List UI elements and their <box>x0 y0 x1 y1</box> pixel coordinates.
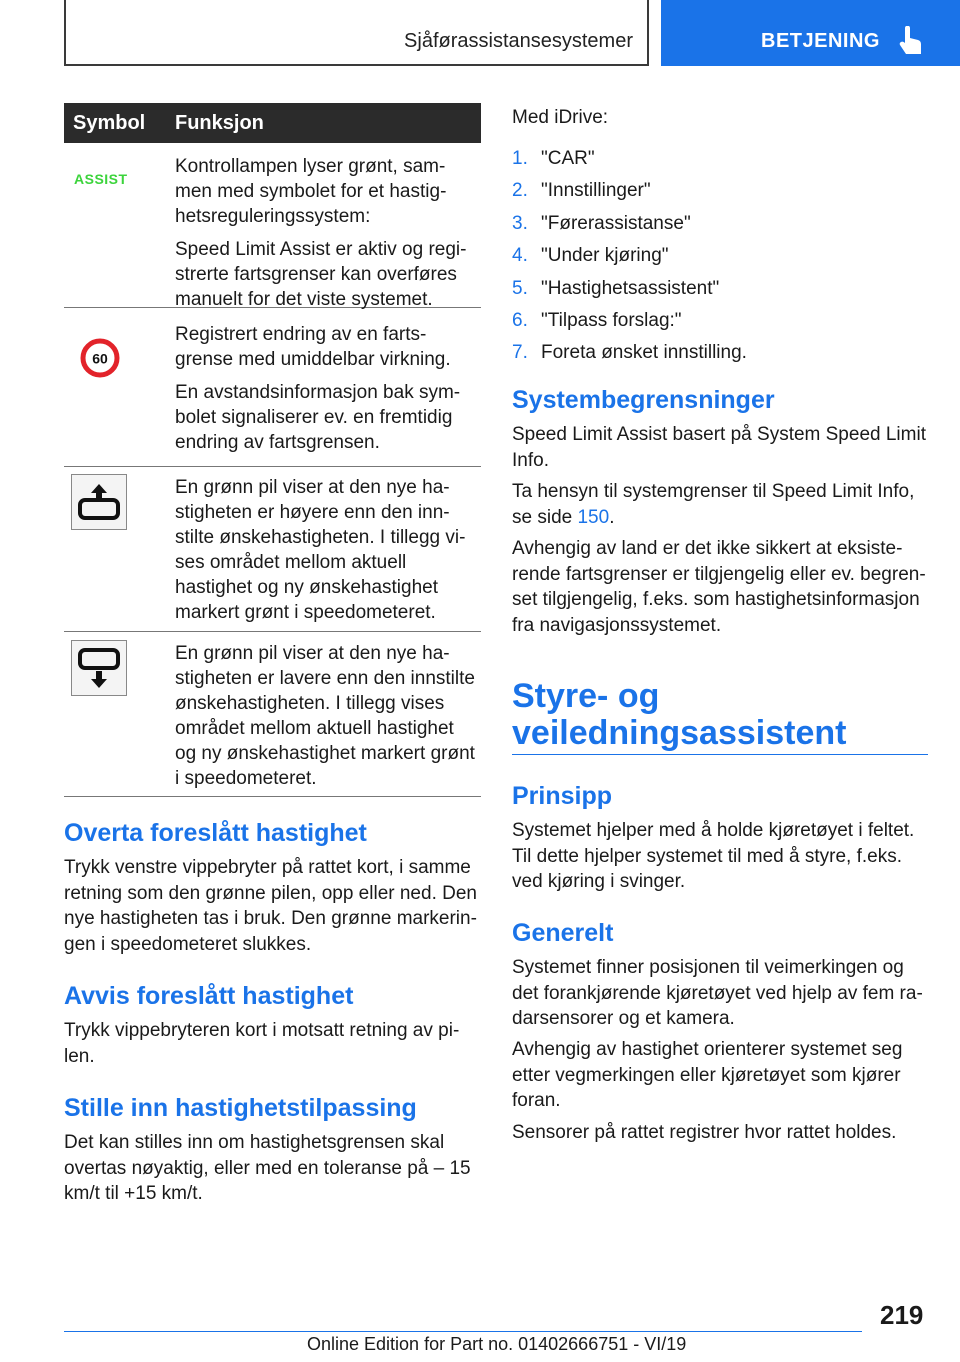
paragraph-overta: Trykk venstre vippebryter på rattet kort, i samme retning som den grønne pilen, opp eller ned. Den nye hastigheten tas i bruk. Den grønne markeringen i speedometeret slukkes. <box>64 857 477 955</box>
paragraph-generelt-3: Sensorer på rattet registrer hvor rattet holdes. <box>512 1122 897 1143</box>
table-header <box>64 103 481 143</box>
step-text: "Innstillinger" <box>541 180 651 202</box>
header-section-title: Sjåførassistansesystemer <box>404 30 633 52</box>
step-number: 6. <box>512 310 528 332</box>
header-section-box <box>64 0 649 66</box>
column-header-symbol: Symbol <box>73 112 146 134</box>
heading-stille: Stille inn hastighetstilpassing <box>64 1094 417 1122</box>
paragraph-prinsipp: Systemet hjelper med å holde kjøretøyet i feltet. Til dette hjelper systemet til med å styre, f.eks. ved kjøring i svinger. <box>512 820 915 892</box>
function-cell <box>175 308 481 455</box>
step-number: 3. <box>512 212 528 234</box>
arrow-down-box <box>71 640 127 696</box>
heading-systembegrensninger: Systembegrensninger <box>512 386 775 414</box>
function-text: En avstandsinformasjon bak symbolet signaliserer ev. en fremtidig endring av fartsgrensen. <box>175 382 461 453</box>
speed-down-arrow-icon <box>72 641 126 695</box>
step-text: "Tilpass forslag:" <box>541 310 682 332</box>
paragraph-generelt-1: Systemet finner posisjonen til veimerkingen og det forankjørende kjøretøyet ved hjelp av fem radarsensorer og et kamera. <box>512 957 923 1029</box>
heading-prinsipp: Prinsipp <box>512 782 613 810</box>
svg-text:60: 60 <box>92 350 108 367</box>
paragraph-generelt-2: Avhengig av hastighet orienterer systemet seg etter vegmerkingen eller kjøretøyet som kjører foran. <box>512 1039 903 1111</box>
heading-overta: Overta foreslått hastighet <box>64 819 367 847</box>
footer-rule <box>64 1331 862 1332</box>
arrow-up-box <box>71 474 127 530</box>
paragraph-system-3: Avhengig av land er det ikke sikkert at eksisterende fartsgrenser er tilgjengelig eller ev. begrenset tilgjengelig, f.eks. som hastighetsinformasjon fra navigasjonssystemet. <box>512 538 926 636</box>
function-cell <box>175 143 481 312</box>
header-chapter-label: BETJENING <box>761 30 880 52</box>
function-cell <box>175 632 481 791</box>
function-text: Kontrollampen lyser grønt, sammen med symbolet for et hastighetsreguleringssystem: <box>175 156 447 227</box>
table-row <box>64 143 481 308</box>
function-cell <box>175 467 481 625</box>
step-number: 4. <box>512 245 528 267</box>
paragraph-avvis: Trykk vippebryteren kort i motsatt retning av pilen. <box>64 1020 460 1067</box>
step-number: 2. <box>512 180 528 202</box>
paragraph-system-2 <box>512 479 928 530</box>
step-text: "Hastighetsassistent" <box>541 277 720 299</box>
list-item <box>512 143 912 175</box>
list-item <box>512 337 912 369</box>
step-text: "Førerassistanse" <box>541 212 691 234</box>
header-chapter-tab[interactable] <box>661 0 960 66</box>
step-text: "CAR" <box>541 148 595 169</box>
step-text: Foreta ønsket innstilling. <box>541 342 747 364</box>
page-number: 219 <box>880 1300 924 1330</box>
paragraph-text: . <box>609 506 615 528</box>
list-item <box>512 208 912 240</box>
table-row <box>64 632 481 797</box>
footer-edition: Online Edition for Part no. 01402666751 - VI/19 <box>307 1334 687 1354</box>
function-text: En grønn pil viser at den nye hastigheten er lavere enn den innstilte ønskehastigheten. I tillegg vises området mellom aktuell hastighet og ny ønskehastighet markert grønt i speedometeret. <box>175 643 475 789</box>
function-text: Speed Limit Assist er aktiv og registrerte fartsgrenser kan overføres manuelt for det viste systemet. <box>175 239 467 310</box>
list-item <box>512 305 912 337</box>
heading-styre-line1: Styre- og <box>512 677 660 715</box>
step-number: 5. <box>512 277 528 299</box>
speed-limit-sign-icon <box>80 338 120 378</box>
table-row <box>64 308 481 467</box>
list-item <box>512 240 912 272</box>
symbol-table <box>64 103 481 797</box>
pointing-hand-icon <box>897 26 923 56</box>
paragraph-stille: Det kan stilles inn om hastighetsgrensen skal overtas nøyaktig, eller med en toleranse på – 15 km/t til +15 km/t. <box>64 1132 471 1204</box>
idrive-steps-list <box>512 143 912 370</box>
column-header-function: Funksjon <box>175 112 264 134</box>
paragraph-system-1: Speed Limit Assist basert på System Speed Limit Info. <box>512 424 926 471</box>
list-item <box>512 273 912 305</box>
step-text: "Under kjøring" <box>541 245 669 267</box>
step-number: 1. <box>512 148 528 169</box>
assist-indicator-icon: ASSIST <box>74 171 128 187</box>
heading-generelt: Generelt <box>512 919 614 947</box>
list-item <box>512 175 912 207</box>
heading-styre-line2: veiledningsassistent <box>512 714 847 752</box>
paragraph-text: Ta hensyn til systemgrenser til Speed Limit Info, se side <box>512 481 915 528</box>
heading-avvis: Avvis foreslått hastighet <box>64 982 354 1010</box>
page-reference-link[interactable]: 150 <box>577 506 610 528</box>
table-row <box>64 467 481 632</box>
step-number: 7. <box>512 342 528 364</box>
speed-up-arrow-icon <box>72 475 126 529</box>
function-text: Registrert endring av en fartsgrense med umiddelbar virkning. <box>175 324 451 370</box>
idrive-intro: Med iDrive: <box>512 107 609 128</box>
section-rule <box>512 754 928 755</box>
function-text: En grønn pil viser at den nye hastigheten er høyere enn den innstilte ønskehastigheten. I tillegg vises området mellom aktuell hastighet og ny ønskehastighet markert grønt i speedometeret. <box>175 477 466 623</box>
